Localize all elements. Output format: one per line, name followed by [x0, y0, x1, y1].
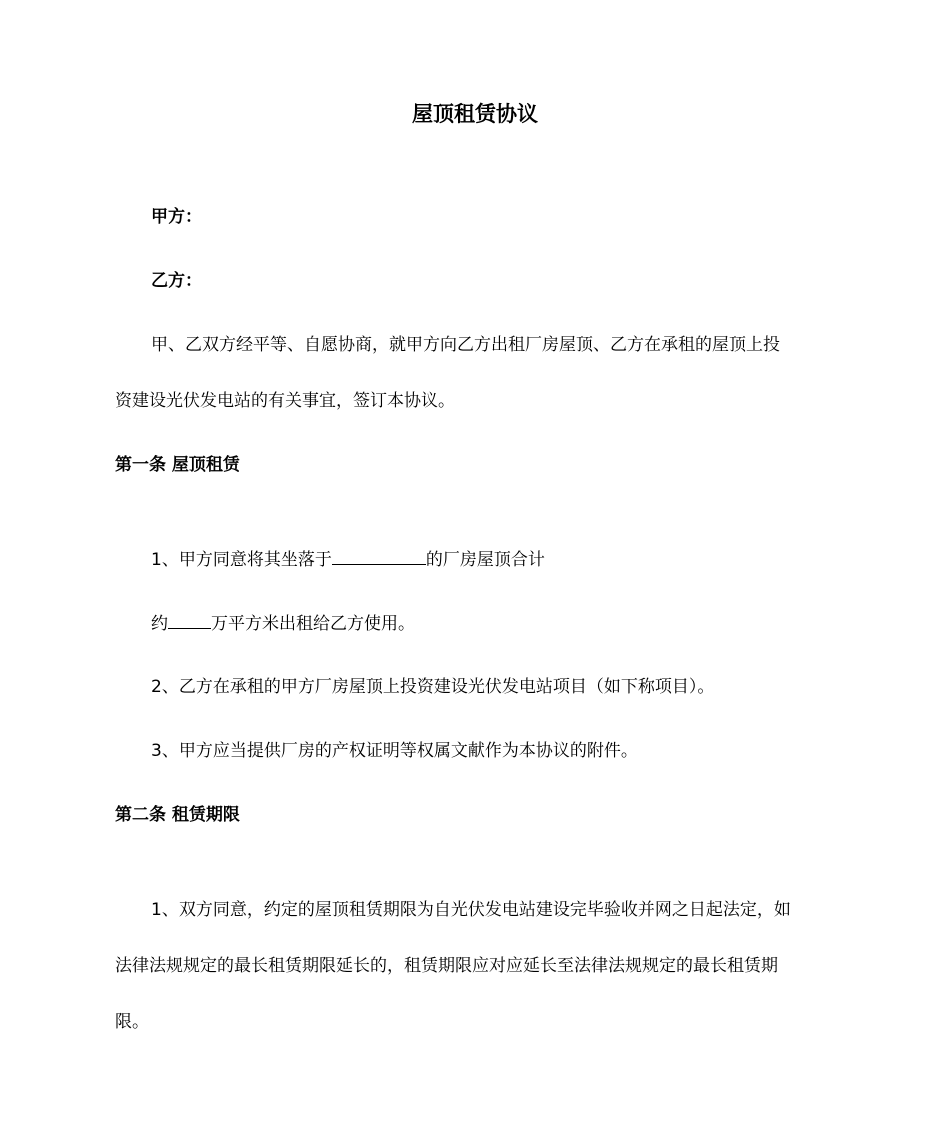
area-blank: [168, 611, 211, 629]
document-title: 屋顶租赁协议: [412, 102, 538, 126]
intro-line-1: 甲、乙双方经平等、自愿协商，就甲方向乙方出租厂房屋顶、乙方在承租的屋顶上投: [151, 335, 780, 355]
article-1-item-1-line-1: [0, 547, 950, 572]
party-a-label: 甲方：: [151, 207, 202, 227]
item-1-text-d: 万平方米出租给乙方使用。: [211, 614, 415, 634]
article-2-item-1-line-1: 1、双方同意，约定的屋顶租赁期限为自光伏发电站建设完毕验收并网之日起法定，如: [151, 900, 791, 920]
article-1-heading: 第一条 屋顶租赁: [115, 455, 240, 475]
article-2-item-1-line-2: 法律法规规定的最长租赁期限延长的，租赁期限应对应延长至法律法规规定的最长租赁期: [115, 956, 778, 976]
article-1-item-3: 3、甲方应当提供厂房的产权证明等权属文献作为本协议的附件。: [151, 741, 638, 761]
intro-line-2: 资建设光伏发电站的有关事宜，签订本协议。: [115, 391, 455, 411]
item-1-text-b: 的厂房屋顶合计: [425, 550, 545, 570]
article-2-item-1-line-3: 限。: [115, 1012, 149, 1032]
article-1-item-2: 2、乙方在承租的甲方厂房屋顶上投资建设光伏发电站项目（如下称项目）。: [151, 677, 715, 697]
item-1-text-a: 1、甲方同意将其坐落于: [151, 550, 332, 570]
item-1-text-c: 约: [151, 614, 168, 634]
article-1-item-1-line-2: [0, 611, 950, 636]
article-2-heading: 第二条 租赁期限: [115, 805, 240, 825]
location-blank: [332, 547, 426, 565]
party-b-label: 乙方：: [151, 271, 202, 291]
